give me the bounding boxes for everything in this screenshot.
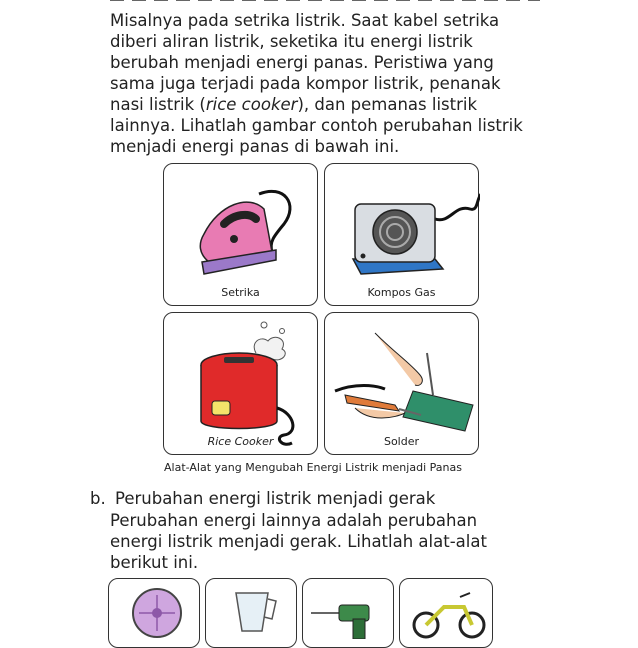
section-b-marker: b. (90, 489, 106, 508)
motorcycle-icon (400, 579, 494, 639)
figure-cell-rice-cooker (163, 312, 318, 455)
rice-cooker-term: rice cooker (205, 95, 298, 114)
intro-line-7: menjadi energi panas di bawah ini. (110, 137, 400, 156)
figure-cell-motorcycle (399, 578, 493, 648)
section-b-title: Perubahan energi listrik menjadi gerak (114, 489, 436, 508)
section-b-body (110, 510, 530, 573)
label-rice-cooker: Rice Cooker (207, 435, 274, 448)
intro-line-6: lainnya. Lihatlah gambar contoh perubahan listrik (110, 116, 523, 135)
intro-line-3: berubah menjadi energi panas. Peristiwa yang (110, 53, 494, 72)
label-solder: Solder (383, 435, 420, 448)
section-b-line-2: energi listrik menjadi gerak. Lihatlah alat-alat (110, 532, 487, 551)
section-b-line-1: Perubahan energi lainnya adalah perubahan (110, 511, 478, 530)
figure-caption: Alat-Alat yang Mengubah Energi Listrik menjadi Panas (164, 461, 462, 474)
fan-icon (109, 579, 201, 639)
intro-line-4: sama juga terjadi pada kompor listrik, penanak (110, 74, 501, 93)
intro-paragraph (110, 10, 530, 157)
figure-cell-solder (324, 312, 479, 455)
intro-line-2: diberi aliran listrik, seketika itu energi listrik (110, 32, 473, 51)
drill-icon (303, 579, 395, 639)
figure-cell-blender (205, 578, 297, 648)
blender-icon (206, 579, 298, 639)
figure-cell-stove (324, 163, 479, 306)
label-kompos-gas: Kompos Gas (367, 286, 436, 299)
intro-line-5: nasi listrik (rice cooker), dan pemanas listrik (110, 95, 478, 114)
figure-cell-fan (108, 578, 200, 648)
label-setrika: Setrika (221, 286, 260, 299)
section-b-line-3: berikut ini. (110, 553, 199, 572)
figure-cell-drill (302, 578, 394, 648)
cut-off-line (110, 0, 540, 4)
figure-cell-iron (163, 163, 318, 306)
section-b-heading (90, 488, 435, 509)
intro-line-1: Misalnya pada setrika listrik. Saat kabel setrika (110, 11, 500, 30)
